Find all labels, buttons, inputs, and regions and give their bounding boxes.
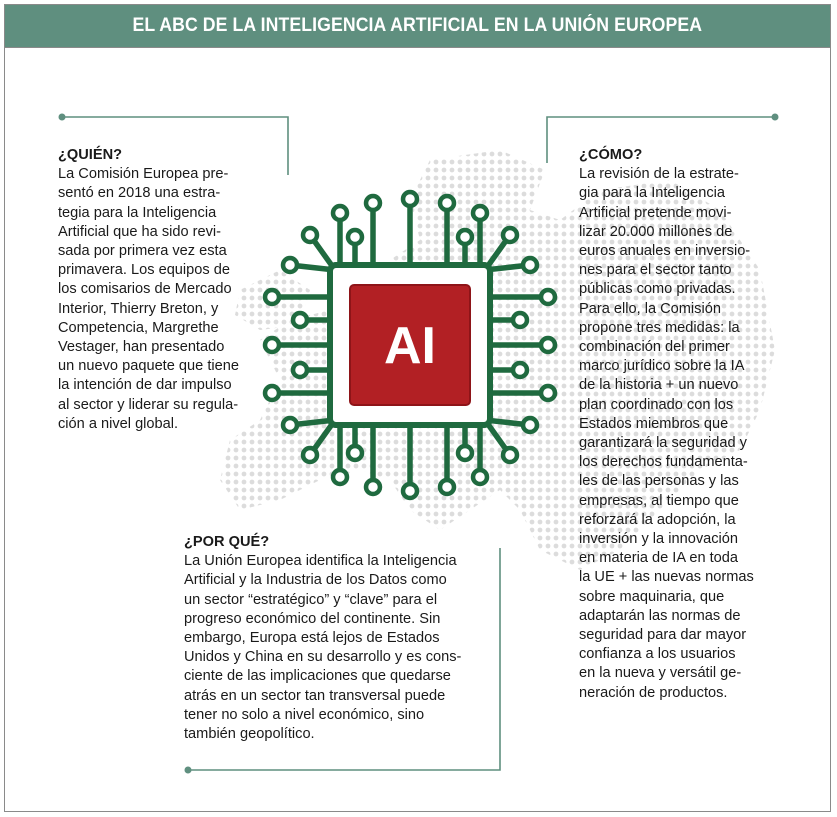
text-line: adaptarán las normas de [579,607,741,624]
circuit-pad [513,313,527,327]
text-line: nes para el sector tanto [579,262,732,279]
text-line: un nuevo paquete que tiene [58,358,239,375]
circuit-pad [303,448,317,462]
circuit-pad [458,446,472,460]
text-line: ción a nivel global. [58,415,179,432]
text-line: ciente de las implicaciones que quedarse [184,668,451,685]
circuit-pad [513,363,527,377]
text-line: combinación del primer [579,339,730,356]
section-quien-title: ¿QUIÉN? [58,147,123,163]
text-line: también geopolítico. [184,726,315,743]
section-como-title: ¿CÓMO? [579,147,643,163]
text-line: Artificial y la Industria de los Datos como [184,572,447,589]
text-line: Artificial pretende movi- [579,204,732,221]
text-line: lizar 20.000 millones de [579,223,733,240]
circuit-pad [503,228,517,242]
text-line: la UE + las nuevas normas [579,569,754,586]
text-line: Interior, Thierry Breton, y [58,300,219,317]
text-line: marco jurídico sobre la IA [579,358,745,375]
circuit-pad [265,290,279,304]
circuit-pad [333,206,347,220]
section-porque-title: ¿POR QUÉ? [184,534,270,550]
text-line: gia para la Inteligencia [579,185,726,202]
text-line: Estados miembros que [579,415,729,432]
circuit-pad [348,230,362,244]
text-line: los derechos fundamenta- [579,454,748,471]
circuit-pad [503,448,517,462]
chip-label: AI [384,317,436,375]
circuit-pad [473,206,487,220]
circuit-pad [333,470,347,484]
text-line: en la nueva y versátil ge- [579,665,742,682]
circuit-pad [293,313,307,327]
text-line: seguridad para dar mayor [579,627,747,644]
circuit-pad [366,196,380,210]
circuit-pad [366,480,380,494]
text-line: Para ello, la Comisión [579,300,721,317]
text-line: neración de productos. [579,684,728,701]
text-line: sentó en 2018 una estra- [58,185,221,202]
text-line: empresas, al tiempo que [579,492,739,509]
text-line: en materia de IA en toda [579,550,739,567]
text-line: Unidos y China en su desarrollo y es cons- [184,649,462,666]
text-line: de la historia + un nuevo [579,377,739,394]
text-line: progreso económico del continente. Sin [184,610,441,627]
text-line: reforzará la adopción, la [579,511,736,528]
circuit-pad [283,258,297,272]
section-quien-body [58,165,248,434]
circuit-pad [440,196,454,210]
text-line: confianza a los usuarios [579,646,736,663]
text-line: la intención de dar impulso [58,377,232,394]
text-line: Artificial que ha sido revi- [58,223,222,240]
text-line: Vestager, han presentado [58,339,225,356]
circuit-pad [541,290,555,304]
section-como [579,146,769,703]
text-line: sobre maquinaria, que [579,588,725,605]
section-quien [58,146,248,434]
text-line: La Unión Europea identifica la Inteligencia [184,553,457,570]
text-line: garantizará la seguridad y [579,435,747,452]
section-porque [184,533,474,744]
text-line: los comisarios de Mercado [58,281,232,298]
circuit-pad [348,446,362,460]
section-como-body [579,165,769,703]
circuit-pad [523,418,537,432]
circuit-pad [541,386,555,400]
circuit-pad [265,338,279,352]
circuit-pad [458,230,472,244]
text-line: públicas como privadas. [579,281,736,298]
ai-chip-illustration [250,185,570,505]
text-line: al sector y liderar su regula- [58,396,239,413]
text-line: plan coordinado con los [579,396,734,413]
circuit-pad [541,338,555,352]
text-line: atrás en un sector tan transversal puede [184,687,446,704]
circuit-pad [265,386,279,400]
text-line: inversión y la innovación [579,531,738,548]
text-line: tegia para la Inteligencia [58,204,217,221]
circuit-pad [303,228,317,242]
circuit-pad [403,192,417,206]
text-line: primavera. Los equipos de [58,262,230,279]
text-line: tener no solo a nivel económico, sino [184,706,425,723]
text-line: sada por primera vez esta [58,243,227,260]
circuit-pad [523,258,537,272]
circuit-pad [293,363,307,377]
text-line: embargo, Europa está lejos de Estados [184,630,440,647]
text-line: Competencia, Margrethe [58,319,219,336]
text-line: La revisión de la estrate- [579,166,739,183]
circuit-pad [283,418,297,432]
infographic-title: EL ABC DE LA INTELIGENCIA ARTIFICIAL EN LA UNIÓN EUROPEA [132,15,703,36]
text-line: propone tres medidas: la [579,319,740,336]
text-line: les de las personas y las [579,473,739,490]
circuit-pad [473,470,487,484]
section-porque-body [184,552,474,744]
text-line: un sector “estratégico” y “clave” para el [184,591,438,608]
text-line: euros anuales en inversio- [579,243,751,260]
text-line: La Comisión Europea pre- [58,166,229,183]
circuit-pad [403,484,417,498]
circuit-pad [440,480,454,494]
